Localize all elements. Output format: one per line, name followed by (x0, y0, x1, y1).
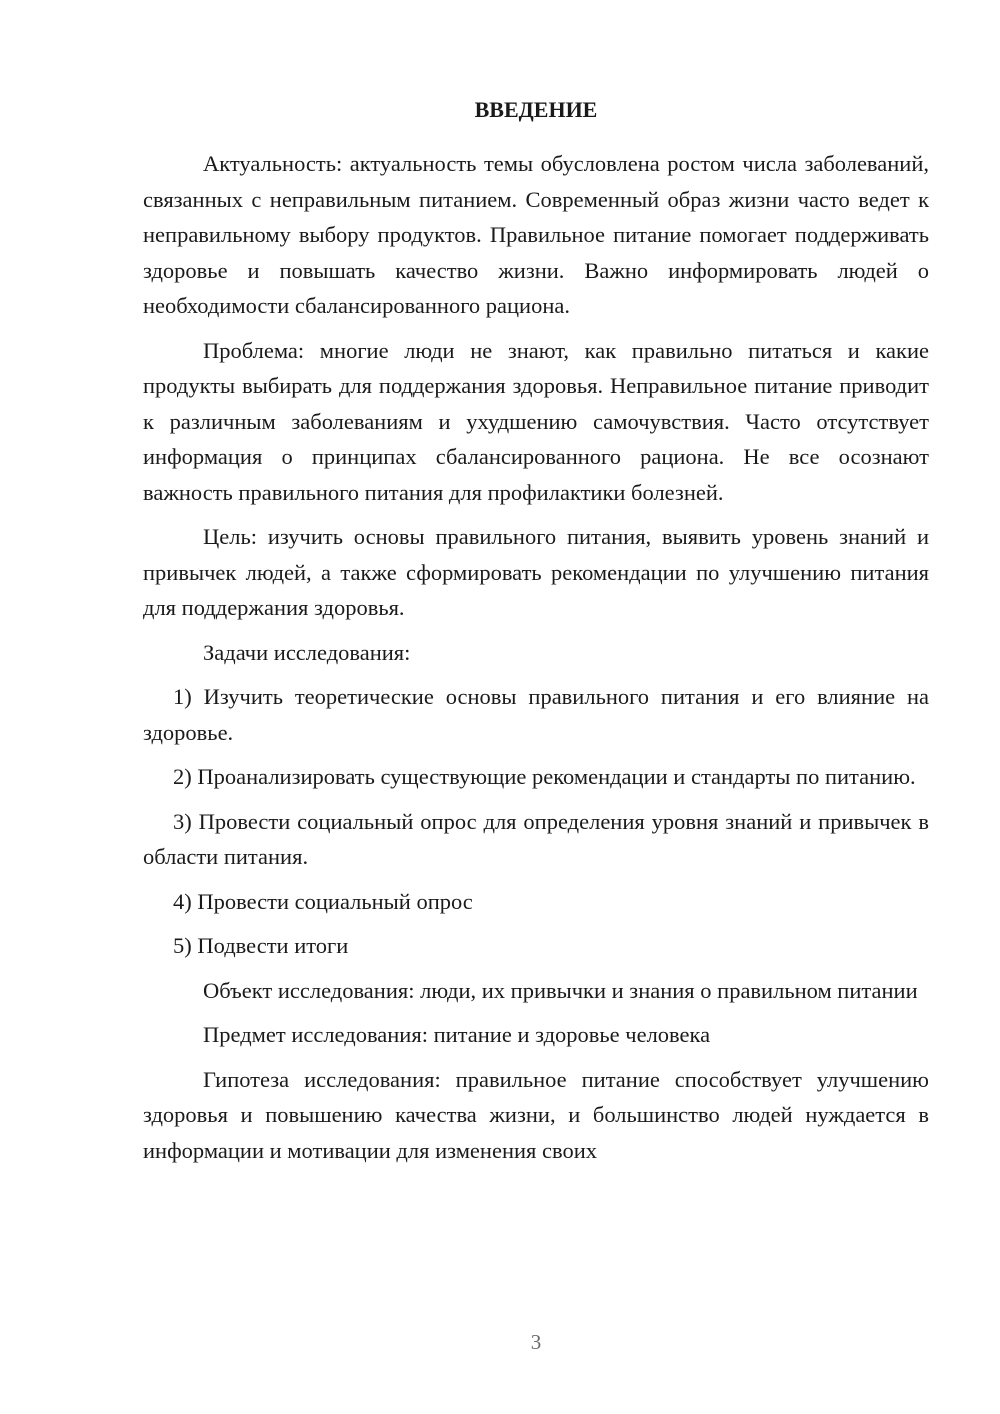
page-number: 3 (530, 1330, 542, 1354)
problem-paragraph: Проблема: многие люди не знают, как правильно питаться и какие продукты выбирать для поддержания здоровья. Неправильное питание приводит к различным заболеваниям и ухудшению самочувствия. Часто отсутствует информация о принципах сбалансированного рациона. Не все осознают важность правильного питания для профилактики болезней. (143, 337, 929, 505)
task-item-5: 5) Подвести итоги (173, 933, 349, 958)
goal-paragraph: Цель: изучить основы правильного питания, выявить уровень знаний и привычек людей, а также сформировать рекомендации по улучшению питания для поддержания здоровья. (143, 524, 929, 620)
task-item-3: 3) Провести социальный опрос для определения уровня знаний и привычек в области питания. (143, 808, 929, 869)
document-page (143, 92, 929, 1177)
task-item-2: 2) Проанализировать существующие рекомендации и стандарты по питанию. (173, 764, 916, 789)
task-item-4: 4) Провести социальный опрос (173, 888, 473, 914)
subject-paragraph: Предмет исследования: питание и здоровье человека (203, 1022, 711, 1047)
page-title: ВВЕДЕНИЕ (474, 97, 598, 122)
tasks-heading: Задачи исследования: (203, 639, 411, 665)
object-paragraph: Объект исследования: люди, их привычки и знания о правильном питании (203, 977, 918, 1003)
task-item-1: 1) Изучить теоретические основы правильного питания и его влияние на здоровье. (143, 684, 929, 745)
relevance-paragraph: Актуальность: актуальность темы обусловлена ростом числа заболеваний, связанных с неправильным питанием. Современный образ жизни часто ведет к неправильному выбору продуктов. Правильное питание помогает поддерживать здоровье и повышать качество жизни. Важно информировать людей о необходимости сбалансированного рациона. (143, 151, 929, 318)
hypothesis-paragraph: Гипотеза исследования: правильное питание способствует улучшению здоровья и повышению качества жизни, и большинство людей нуждается в информации и мотивации для изменения своих (143, 1066, 929, 1163)
